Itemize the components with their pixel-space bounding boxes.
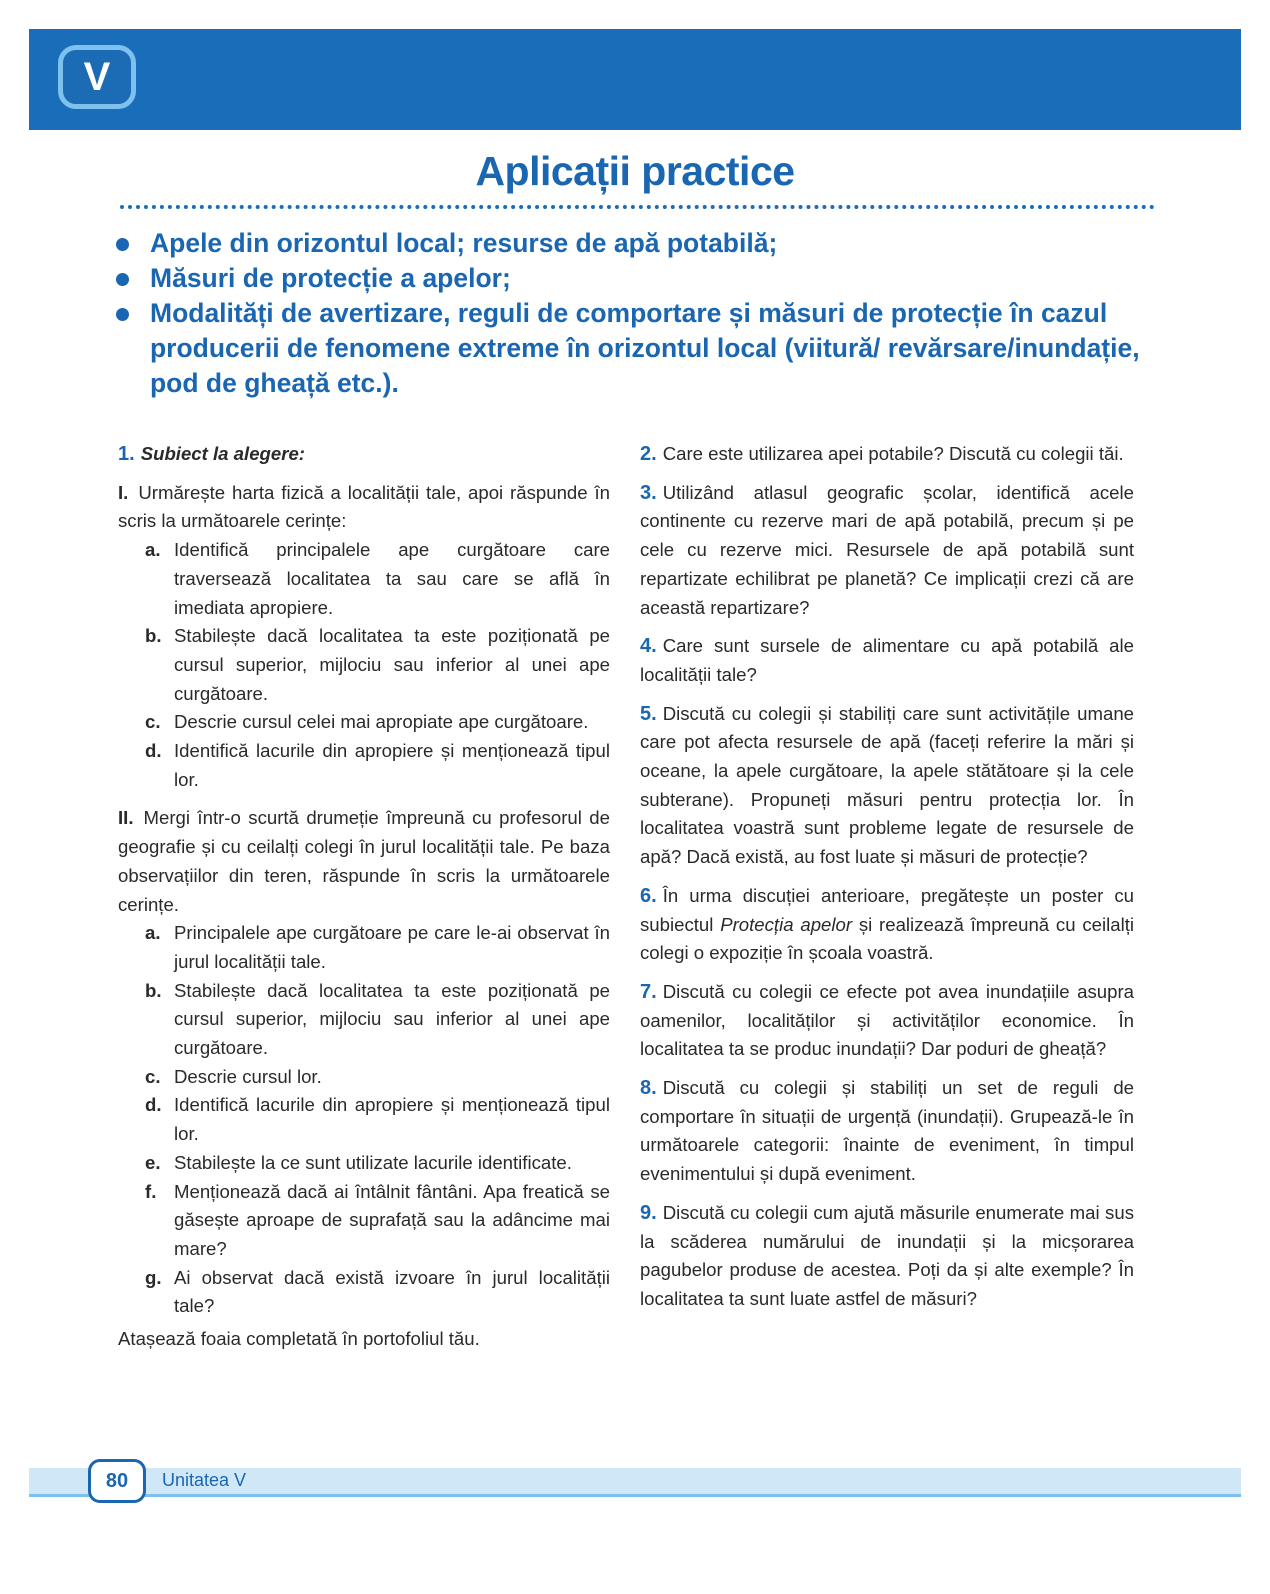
bullet-icon (116, 273, 129, 286)
topics-list (110, 226, 1160, 401)
question-title: Subiect la alegere: (140, 443, 305, 464)
question-text: Care sunt sursele de alimentare cu apă potabilă ale localității tale? (640, 635, 1134, 685)
question-8 (640, 1074, 1134, 1189)
topic-text: Apele din orizontul local; resurse de apă potabilă; (150, 228, 778, 258)
list-item (118, 708, 610, 737)
item-text: Identifică principalele ape curgătoare care traversează localitatea ta sau care se află în imediata apropiere. (174, 539, 610, 618)
list-item (118, 1264, 610, 1321)
question-number: 7. (640, 980, 657, 1003)
topic-text: Modalități de avertizare, reguli de comportare și măsuri de protecție în cazul producerii de fenomene extreme în orizontul local (viitură/ revărsare/inundație, pod de gheață etc.). (150, 298, 1140, 398)
question-number: 5. (640, 702, 657, 725)
question-text: Discută cu colegii și stabiliți un set de reguli de comportare în situații de urgență (inundații). Grupează-le în următoarele categorii: înainte de eveniment, în timpul evenimentului și după eveniment. (640, 1077, 1134, 1185)
question-text: Discută cu colegii ce efecte pot avea inundațiile asupra oamenilor, localităților și activităților economice. În localitatea ta se produc inundații? Dar poduri de gheață? (640, 980, 1134, 1060)
item-text: Stabilește la ce sunt utilizate lacurile identificate. (174, 1151, 572, 1173)
question-4 (640, 632, 1134, 689)
question-number: 2. (640, 443, 657, 465)
list-item (118, 1091, 610, 1148)
item-text: Stabilește dacă localitatea ta este poziționată pe cursul superior, mijlociu sau inferior al unei ape curgătoare. (174, 979, 610, 1059)
item-letter: d. (145, 740, 162, 762)
question-text-after: și realizează împreună cu ceilalți colegi o expoziție în școala voastră. (640, 913, 1135, 964)
item-letter: b. (145, 625, 162, 647)
list-item (118, 1063, 610, 1092)
poster-subject: Protecția apelor (720, 913, 853, 935)
page-number-badge (88, 1459, 146, 1503)
item-letter: a. (145, 539, 161, 561)
item-text: Identifică lacurile din apropiere și menționează tipul lor. (174, 1094, 610, 1145)
list-item (118, 977, 610, 1063)
dotted-divider (120, 205, 1155, 209)
question-text: Utilizând atlasul geografic școlar, identifică acele continente cu rezerve mari de apă potabilă, precum și pe cele cu rezerve mici. Resursele de apă potabilă sunt repartizate echilibrat pe planetă? Ce implicații crezi că are această repartizare? (640, 481, 1134, 618)
item-text: Menționează dacă ai întâlnit fântâni. Apa freatică se găsește aproape de suprafață sau la adâncime mai mare? (174, 1180, 610, 1259)
item-letter: c. (145, 1065, 161, 1087)
unit-label: Unitatea V (162, 1470, 247, 1490)
unit-badge (58, 45, 136, 109)
item-text: Principalele ape curgătoare pe care le-ai observat în jurul localității tale. (174, 922, 610, 972)
item-letter: d. (145, 1094, 162, 1116)
question-text: Care este utilizarea apei potabile? Discută cu colegii tăi. (662, 443, 1124, 464)
question-number: 3. (640, 481, 657, 504)
list-item (118, 919, 610, 976)
unit-badge-label: V (83, 54, 111, 99)
item-text: Ai observat dacă există izvoare în jurul localității tale? (174, 1266, 610, 1317)
question-text: Discută cu colegii și stabiliți care sunt activitățile umane care pot afecta resursele de apă (faceți referire la mări și oceane, la apele curgătoare, la apele stătătoare și la cele subterane). Propuneți măsuri pentru protecția lor. În localitatea voastră sunt probleme legate de resursele de apă? Dacă există, au fost luate și măsuri de protecție? (640, 702, 1134, 868)
question-1 (118, 440, 610, 469)
item-letter: a. (145, 922, 161, 944)
item-letter: e. (145, 1151, 161, 1173)
footer-line (29, 1494, 1241, 1497)
bullet-icon (116, 308, 129, 321)
question-5 (640, 700, 1134, 872)
question-number: 4. (640, 635, 657, 658)
page-number: 80 (105, 1469, 129, 1492)
item-letter: b. (145, 979, 162, 1001)
top-banner (29, 29, 1241, 130)
question-3 (640, 479, 1134, 623)
question-number: 8. (640, 1077, 657, 1100)
part-text: Mergi într-o scurtă drumeție împreună cu profesorul de geografie și cu ceilalți colegi în jurul localității tale. Pe baza observațiilor din teren, răspunde în scris la următoarele cerințe. (118, 807, 610, 915)
list-item (118, 737, 610, 794)
part-2-list (118, 919, 610, 1321)
item-text: Descrie cursul celei mai apropiate ape curgătoare. (174, 711, 589, 733)
question-number: 6. (640, 884, 657, 907)
closing-note: Atașează foaia completată în portofoliul tău. (118, 1328, 480, 1350)
right-column (640, 440, 1134, 1314)
list-item (118, 536, 610, 622)
left-column (118, 440, 610, 1354)
topic-item (110, 226, 1160, 261)
item-letter: g. (145, 1266, 162, 1288)
item-text: Stabilește dacă localitatea ta este poziționată pe cursul superior, mijlociu sau inferior al unei ape curgătoare. (174, 625, 610, 704)
part-text: Urmărește harta fizică a localității tale, apoi răspunde în scris la următoarele cerințe: (118, 481, 610, 532)
item-text: Identifică lacurile din apropiere și menționează tipul lor. (174, 740, 610, 790)
question-text-before: În urma discuției anterioare, pregătește un poster cu subiectul (640, 884, 1134, 935)
part-2-intro (118, 804, 610, 919)
question-2 (640, 440, 1134, 469)
question-7 (640, 978, 1134, 1064)
topic-item (110, 261, 1160, 296)
part-1-intro (118, 479, 610, 536)
topic-text: Măsuri de protecție a apelor; (150, 263, 511, 293)
item-text: Descrie cursul lor. (174, 1065, 322, 1087)
item-letter: c. (145, 711, 161, 733)
topic-item (110, 296, 1160, 401)
roman-numeral: II. (118, 807, 134, 829)
roman-numeral: I. (118, 481, 129, 503)
list-item (118, 1149, 610, 1178)
bullet-icon (116, 238, 129, 251)
question-text: Discută cu colegii cum ajută măsurile enumerate mai sus la scăderea numărului de inundații și la micșorarea pagubelor produse de acestea. Poți da și alte exemple? În localitatea ta sunt luate astfel de măsuri? (640, 1201, 1134, 1309)
item-letter: f. (145, 1180, 157, 1202)
list-item (118, 622, 610, 708)
question-number: 1. (118, 443, 135, 465)
page-title: Aplicații practice (475, 148, 795, 194)
question-number: 9. (640, 1201, 657, 1224)
question-9 (640, 1199, 1134, 1314)
question-6 (640, 882, 1134, 968)
part-1-list (118, 536, 610, 794)
list-item (118, 1178, 610, 1264)
